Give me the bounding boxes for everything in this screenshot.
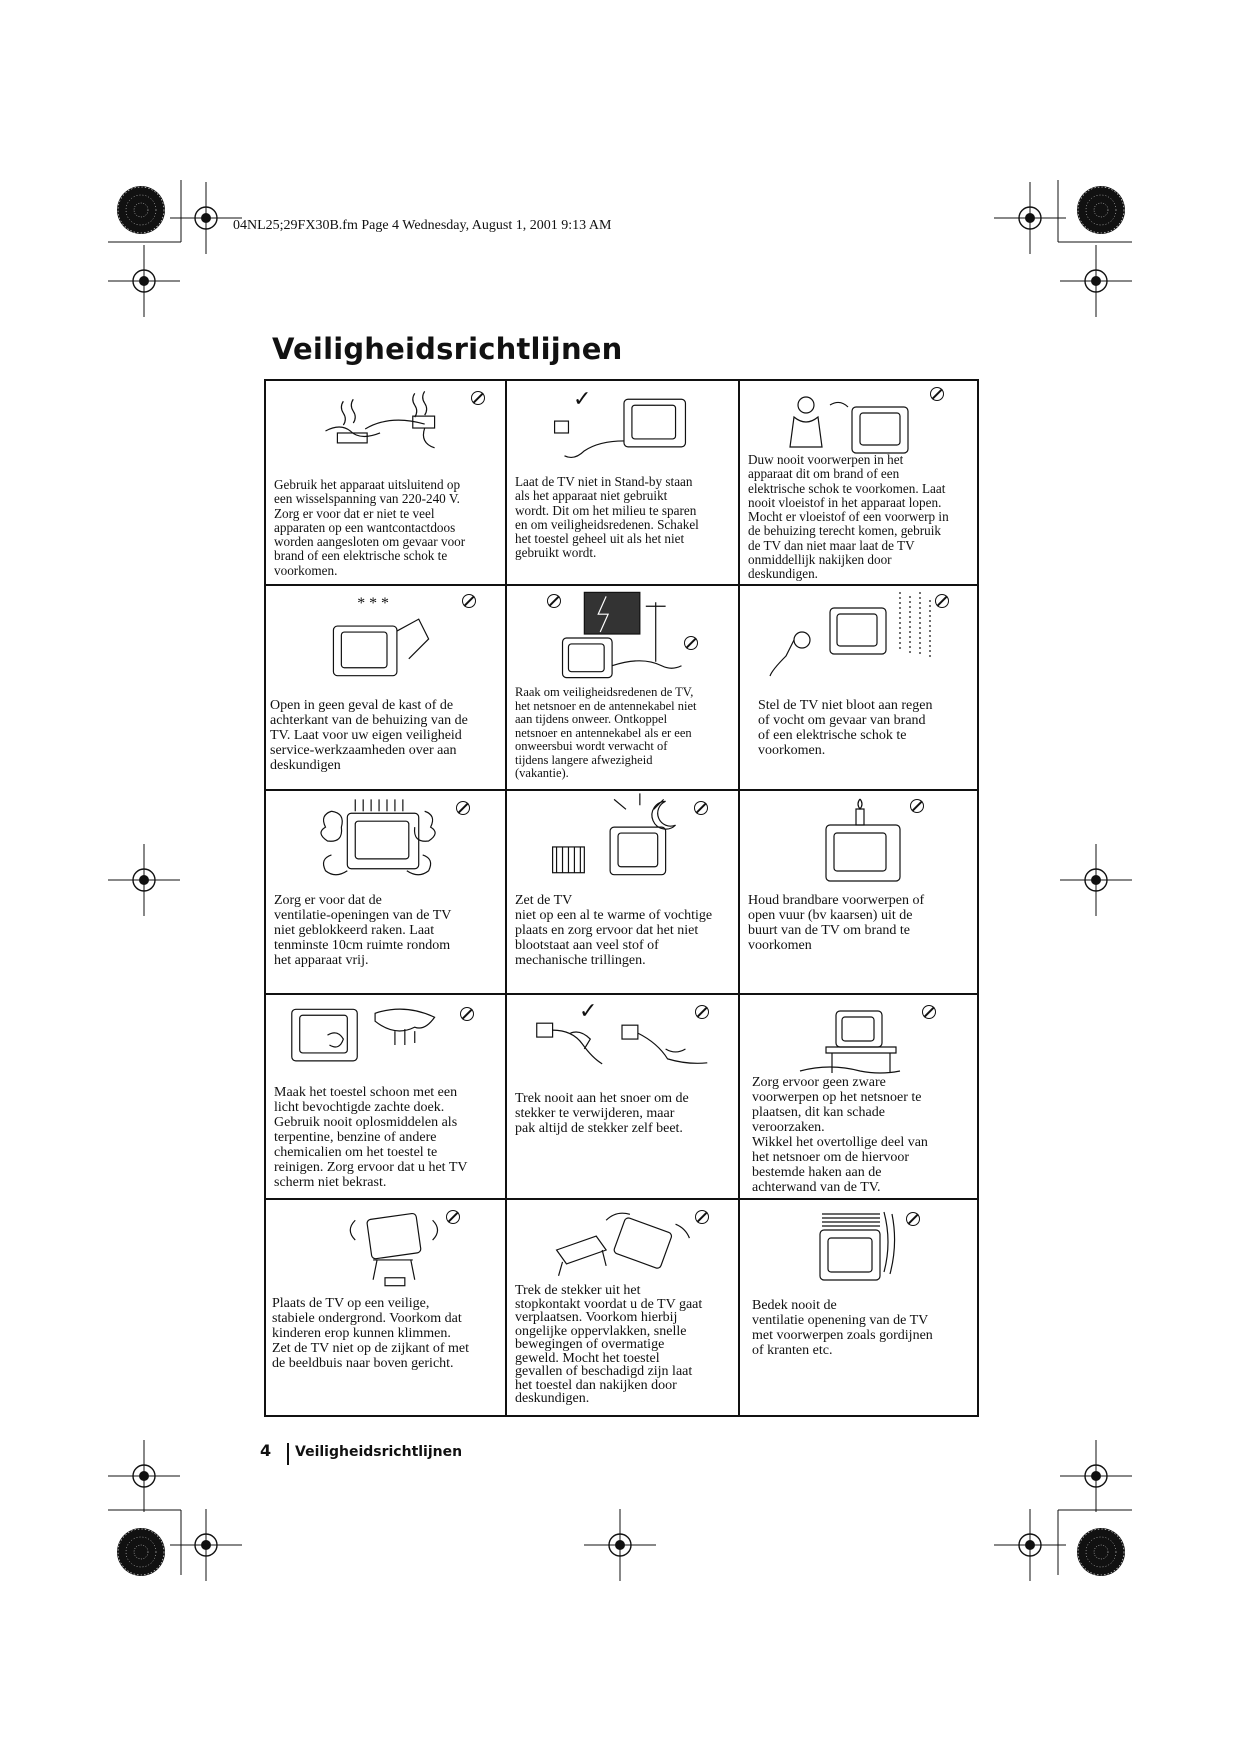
covered-tv-illustration [740, 1200, 977, 1300]
check-icon: ✓ [579, 999, 598, 1024]
footer-divider [287, 1443, 289, 1465]
prohibited-icon [460, 1007, 474, 1021]
safety-text: Zorg ervoor geen zware voorwerpen op het netsnoer te plaatsen, dit kan schade veroorzaken. Wikkel het overtollige deel van het netsnoer om de hiervoor bestemde haken aan de achterwand van de TV. [752, 1075, 928, 1195]
safety-grid [264, 379, 979, 1417]
footer-section-title: Veiligheidsrichtlijnen [295, 1444, 463, 1460]
safety-cell-ventilation [266, 791, 507, 995]
safety-cell-plug [507, 995, 740, 1200]
safety-text: Zorg er voor dat de ventilatie-openingen van de TV niet geblokkeerd raken. Laat tenminste 10cm ruimte rondom het apparaat vrij. [274, 893, 452, 968]
safety-cell-objects [740, 381, 977, 586]
page-title: Veiligheidsrichtlijnen [272, 332, 623, 366]
prohibited-icon [547, 594, 561, 608]
safety-cell-cleaning [266, 995, 507, 1200]
power-strip-illustration [266, 381, 505, 481]
file-info-header: 04NL25;29FX30B.fm Page 4 Wednesday, August 1, 2001 9:13 AM [233, 218, 612, 233]
thunderstorm-illustration [507, 586, 738, 686]
tv-standby-illustration [507, 381, 738, 481]
safety-text: Trek de stekker uit het stopkontakt voordat u de TV gaat verplaatsen. Voorkom hierbij ongelijke oppervlakken, snelle bewegingen of overmatige geweld. Mocht het toestel gevallen of beschadigd zijn laat het toestel dan nakijken door deskundigen. [515, 1283, 703, 1406]
safety-cell-storm [507, 586, 740, 791]
prohibited-icon [930, 387, 944, 401]
safety-cell-cover [740, 1200, 977, 1415]
prohibited-icon [471, 391, 485, 405]
safety-text: Trek nooit aan het snoer om de stekker te verwijderen, maar pak altijd de stekker zelf beet. [515, 1091, 689, 1136]
safety-text: Raak om veiligheidsredenen de TV, het netsnoer en de antennekabel niet aan tijdens onweer. Ontkoppel netsnoer en antennekabel als er een onweersbui wordt verwacht of tijdens langere afwezigheid (vakantie). [515, 685, 697, 780]
svg-text:* * *: * * * [357, 595, 389, 613]
safety-text: Open in geen geval de kast of de achterkant van de behuizing van de TV. Laat voor uw eigen veiligheid service-werkzaamheden over aan deskundigen [270, 698, 468, 773]
safety-text: Duw nooit voorwerpen in het apparaat dit om brand of een elektrische schok te voorkomen. Laat nooit vloeistof in het apparaat lopen. Mocht er vloeistof of een voorwerp in de behuizing terecht komen, gebruik de TV dan niet maar laat de TV onmiddellijk nakijken door deskundigen. [748, 452, 949, 582]
safety-text: Maak het toestel schoon met een licht bevochtigde zachte doek. Gebruik nooit oplosmiddelen als terpentine, benzine of andere chemicalien om het toestel te reinigen. Zorg ervoor dat u het TV scherm niet bekrast. [274, 1085, 468, 1190]
check-icon: ✓ [573, 387, 592, 412]
prohibited-icon [910, 799, 924, 813]
safety-text: Bedek nooit de ventilatie openening van de TV met voorwerpen zoals gordijnen of kranten etc. [752, 1298, 933, 1358]
safety-text: Houd brandbare voorwerpen of open vuur (bv kaarsen) uit de buurt van de TV om brand te voorkomen [748, 893, 925, 953]
safety-cell-power [266, 381, 507, 586]
safety-cell-standby [507, 381, 740, 586]
safety-text: Stel de TV niet bloot aan regen of vocht om gevaar van brand of een elektrische schok te voorkomen. [758, 698, 933, 758]
prohibited-icon [684, 636, 698, 650]
safety-cell-moving [507, 1200, 740, 1415]
prohibited-icon [922, 1005, 936, 1019]
safety-cell-open-case [266, 586, 507, 791]
prohibited-icon [906, 1212, 920, 1226]
safety-text: Plaats de TV op een veilige, stabiele ondergrond. Voorkom dat kinderen erop kunnen klimmen. Zet de TV niet op de zijkant of met de beeldbuis naar boven gericht. [272, 1296, 469, 1371]
safety-cell-rain [740, 586, 977, 791]
safety-text: Zet de TV niet op een al te warme of vochtige plaats en zorg ervoor dat het niet blootstaat aan veel stof of mechanische trillingen. [515, 893, 713, 968]
prohibited-icon [935, 594, 949, 608]
prohibited-icon [695, 1210, 709, 1224]
unstable-tv-illustration [266, 1200, 505, 1300]
candle-on-tv-illustration [740, 791, 977, 891]
safety-cell-heat [507, 791, 740, 995]
prohibited-icon [456, 801, 470, 815]
safety-cell-candle [740, 791, 977, 995]
prohibited-icon [446, 1210, 460, 1224]
prohibited-icon [694, 801, 708, 815]
prohibited-icon [462, 594, 476, 608]
safety-cell-cord [740, 995, 977, 1200]
safety-text: Laat de TV niet in Stand-by staan als het apparaat niet gebruikt wordt. Dit om het milieu te sparen en om veiligheidsredenen. Schakel het toestel geheel uit als het niet gebruikt wordt. [515, 474, 699, 561]
safety-text: Gebruik het apparaat uitsluitend op een wisselspanning van 220-240 V. Zorg er voor dat er niet te veel apparaten op een wantcontactdoos worden aangesloten om gevaar voor brand of een elektrische schok te voorkomen. [274, 477, 466, 578]
prohibited-icon [695, 1005, 709, 1019]
page-number: 4 [260, 1441, 272, 1460]
safety-cell-stable [266, 1200, 507, 1415]
